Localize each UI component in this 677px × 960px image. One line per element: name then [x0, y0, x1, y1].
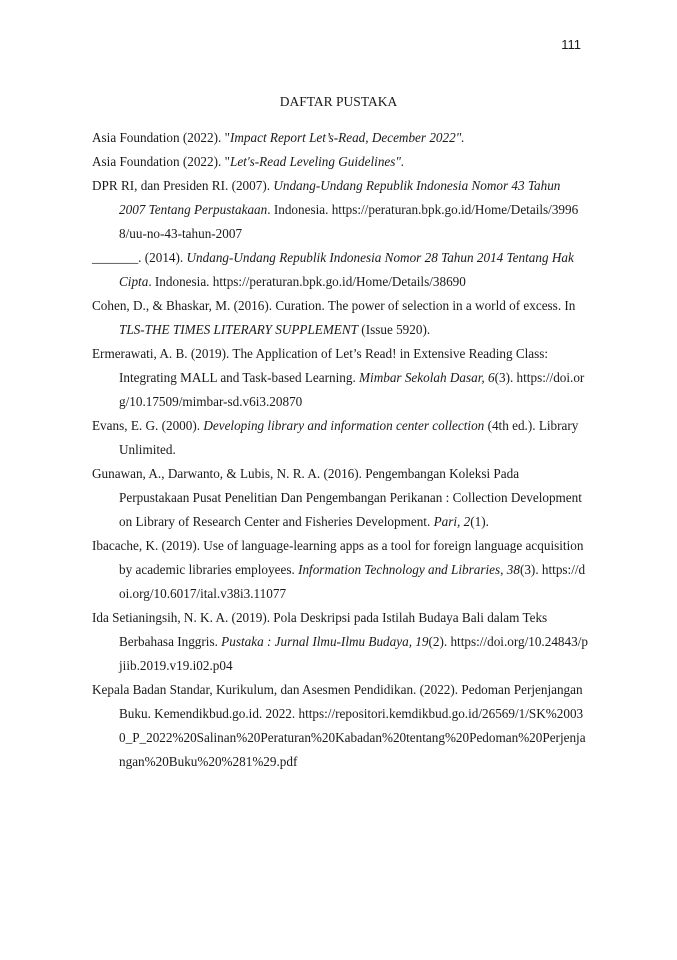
reference-entry: Cohen, D., & Bhaskar, M. (2016). Curation. The power of selection in a world of excess. In TLS-THE TIMES LITERARY SUPPLEMENT (Issue 5920). [92, 298, 576, 337]
page-number: 111 [561, 37, 581, 52]
reference-entry: Kepala Badan Standar, Kurikulum, dan Asesmen Pendidikan. (2022). Pedoman Perjenjangan Buku. Kemendikbud.go.id. 2022. https://repositori.kemdikbud.go.id/26569/1/SK%20030_P_2022%20Salinan%20Peraturan%20Kabadan%20tentang%20Pedoman%20Perjenjangan%20Buku%20%281%29.pdf [92, 682, 586, 769]
reference-entry: Asia Foundation (2022). "Let's-Read Leveling Guidelines". [92, 154, 405, 169]
reference-entry: Ibacache, K. (2019). Use of language-learning apps as a tool for foreign language acquisition by academic libraries employees. Information Technology and Libraries, 38(3). https://doi.org/10.6017/ital.v38i3.11077 [92, 538, 586, 601]
reference-title: Mimbar Sekolah Dasar, 6 [359, 370, 495, 385]
reference-entry: Ermerawati, A. B. (2019). The Application of Let’s Read! in Extensive Reading Class: Integrating MALL and Task-based Learning. Mimbar Sekolah Dasar, 6(3). https://doi.org/10.17509/mimbar-sd.v6i3.20870 [92, 346, 585, 409]
reference-list [92, 126, 588, 774]
page-title: DAFTAR PUSTAKA [279, 94, 398, 109]
reference-title: Undang-Undang Republik Indonesia Nomor 43 Tahun 2007 Tentang Perpustakaan [119, 178, 561, 217]
reference-entry: _______. (2014). Undang-Undang Republik Indonesia Nomor 28 Tahun 2014 Tentang Hak Cipta. Indonesia. https://peraturan.bpk.go.id/Home/Details/38690 [92, 250, 574, 289]
reference-entry: Gunawan, A., Darwanto, & Lubis, N. R. A. (2016). Pengembangan Koleksi Pada Perpustakaan Pusat Penelitian Dan Pengembangan Perikanan : Collection Development on Library of Research Center and Fisheries Development. Pari, 2(1). [92, 466, 582, 529]
reference-title: Let's-Read Leveling Guidelines". [229, 154, 405, 169]
reference-title: Impact Report Let’s-Read, December 2022". [229, 130, 465, 145]
reference-entry: DPR RI, dan Presiden RI. (2007). Undang-Undang Republik Indonesia Nomor 43 Tahun 2007 Tentang Perpustakaan. Indonesia. https://peraturan.bpk.go.id/Home/Details/39968/uu-no-43-tahun-2007 [92, 178, 579, 241]
reference-title: TLS-THE TIMES LITERARY SUPPLEMENT [119, 322, 358, 337]
reference-title: Pustaka : Jurnal Ilmu-Ilmu Budaya, 19 [221, 634, 429, 649]
reference-entry: Ida Setianingsih, N. K. A. (2019). Pola Deskripsi pada Istilah Budaya Bali dalam Teks Berbahasa Inggris. Pustaka : Jurnal Ilmu-Ilmu Budaya, 19(2). https://doi.org/10.24843/pjiib.2019.v19.i02.p04 [92, 610, 588, 673]
reference-title: Pari, 2 [433, 514, 471, 529]
reference-title: Information Technology and Libraries, 38 [298, 562, 520, 577]
reference-title: Undang-Undang Republik Indonesia Nomor 28 Tahun 2014 Tentang Hak Cipta [119, 250, 574, 289]
reference-entry: Asia Foundation (2022). "Impact Report Let’s-Read, December 2022". [92, 130, 465, 145]
reference-title: Developing library and information center collection [203, 418, 485, 433]
reference-entry: Evans, E. G. (2000). Developing library and information center collection (4th ed.). Library Unlimited. [92, 418, 579, 457]
